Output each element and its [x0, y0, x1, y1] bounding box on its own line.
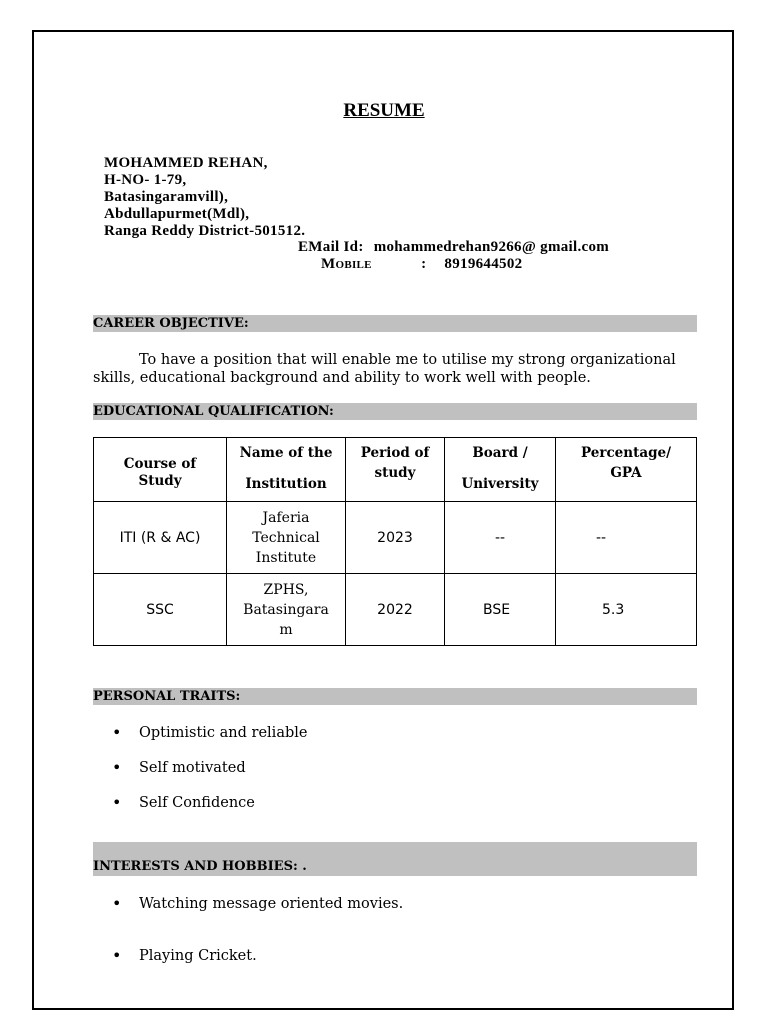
list-item: • Self Confidence: [112, 794, 307, 829]
column-header-percentage: Percentage/ GPA: [556, 438, 697, 502]
address-line: Ranga Reddy District-501512.: [104, 223, 306, 239]
list-item: • Self motivated: [112, 759, 307, 794]
list-item: • Watching message oriented movies.: [112, 895, 403, 947]
list-item: • Optimistic and reliable: [112, 724, 307, 759]
email-row: [298, 239, 609, 256]
email-value: mohammedrehan9266@ gmail.com: [373, 239, 610, 255]
mobile-label: Mobile: [321, 256, 372, 272]
email-label: EMail Id:: [298, 239, 364, 255]
address-line: H-NO- 1-79,: [104, 172, 187, 188]
career-objective-heading: CAREER OBJECTIVE:: [93, 315, 697, 332]
personal-traits-list: [112, 724, 307, 829]
cell-percentage: --: [556, 502, 697, 574]
cell-course: ITI (R & AC): [94, 502, 227, 574]
address-line: Batasingaramvill),: [104, 189, 229, 205]
address-block: [104, 155, 305, 240]
cell-percentage: 5.3: [556, 574, 697, 646]
table-row: [94, 502, 697, 574]
mobile-value: 8919644502: [444, 256, 523, 272]
address-line: MOHAMMED REHAN,: [104, 155, 268, 171]
cell-institution: ZPHS, Batasingara m: [227, 574, 346, 646]
page-title: RESUME: [343, 100, 425, 121]
column-header-institution: Name of the Institution: [227, 438, 346, 502]
career-objective-text: [93, 351, 697, 387]
address-line: Abdullapurmet(Mdl),: [104, 206, 250, 222]
education-table: [93, 437, 697, 646]
column-header-board: Board / University: [445, 438, 556, 502]
cell-course: SSC: [94, 574, 227, 646]
table-header-row: [94, 438, 697, 502]
mobile-separator: :: [421, 256, 427, 272]
objective-line: To have a position that will enable me to utilise my strong organizational: [139, 352, 676, 368]
table-row: [94, 574, 697, 646]
cell-institution: Jaferia Technical Institute: [227, 502, 346, 574]
column-header-period: Period of study: [346, 438, 445, 502]
cell-period: 2022: [346, 574, 445, 646]
interests-heading: INTERESTS AND HOBBIES: .: [93, 842, 697, 876]
mobile-row: [321, 256, 522, 273]
list-item: • Playing Cricket.: [112, 947, 403, 982]
objective-line: skills, educational background and ability to work well with people.: [93, 370, 591, 386]
personal-traits-heading: PERSONAL TRAITS:: [93, 688, 697, 705]
cell-board: --: [445, 502, 556, 574]
cell-period: 2023: [346, 502, 445, 574]
interests-list: [112, 895, 403, 982]
education-heading: EDUCATIONAL QUALIFICATION:: [93, 403, 697, 420]
cell-board: BSE: [445, 574, 556, 646]
column-header-course: Course of Study: [94, 438, 227, 502]
